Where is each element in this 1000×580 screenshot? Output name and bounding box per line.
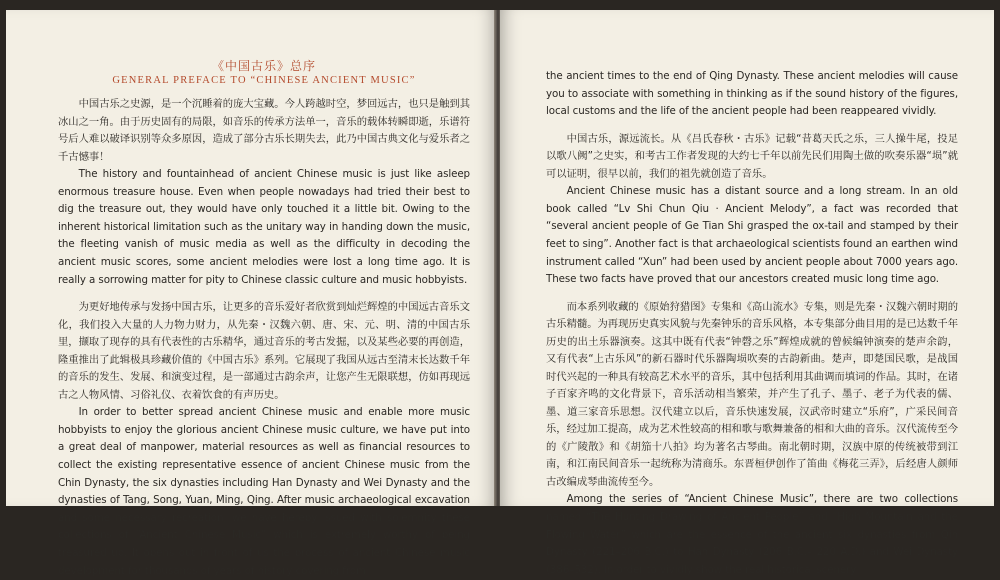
paragraph-2-chinese: 为更好地传承与发扬中国古乐，让更多的音乐爱好者欣赏到灿烂辉煌的中国远古音乐文化，我们投入大量的人力物力财力，从先秦・汉魏六朝、唐、宋、元、明、清的中国古乐里，撷取了现存的具有代表性的古乐精华，通过音乐的考古发掘，以及某些必要的再创造，隆重推出了此辑极具珍藏价值的《中国古乐》系列。它展现了我国从远古至清末长达数千年的音乐的发生、发展、和演变过程，是一部通过古韵余声，让您产生无限联想，仿如再现远古之人物风情、习俗礼仪、衣着饮食的有声历史。 <box>58 301 470 401</box>
paragraph-4-english: Among the series of “Ancient Chinese Music”, there are two collections named “The Hunting Drawing of Ancient People” and “High Mountain and the Flowing Water” which are the essence of the ancient six dynasties from Qin Dynasty (221–206 B.C.) to Han Dynasty (206 B.C.– 220 A.D.) and Wei Dynasty (386–532). In order to vividly show the real historical scenery <box>546 493 958 576</box>
paragraph-3-english: Ancient Chinese music has a distant source and a long stream. In an old book called “Lv Shi Chun Qiu · Ancient Melody”, a fact was recorded that “several ancient people of Ge Tian Shi grasped the ox-tail and stamped by their feet to sing”. Another fact is that archaeological scientists found an earthen wind instrument called “Xun” had been used by ancient people about 7000 years ago. These two facts have proved that our ancestors created music long time ago. <box>546 185 958 286</box>
paragraph-2-english-continued: the ancient times to the end of Qing Dynasty. These ancient melodies will cause you to associate with something in thinking as if the sound history of the figures, local customs and the life of the ancient people had been reappeared vividly. <box>546 70 958 118</box>
left-page <box>6 10 496 577</box>
preface-title-english: GENERAL PREFACE TO “CHINESE ANCIENT MUSIC” <box>112 75 416 86</box>
paragraph-2-english: In order to better spread ancient Chinese music and enable more music hobbyists to enjoy the glorious ancient Chinese music culture, we have put into a great deal of manpower, material resources as well as financial resources to collect the existing representative essence of ancient Chinese music from the Chin Dynasty, the six dynasties including Han Dynasty and Wei Dynasty and the dynasties of Tang, Song, Yuan, Ming, Qing. After music archaeological excavation and some necessary recreation, we have hereby issued with solemnity these collections of “Ancient Chinese Music” which is extremely worthy of being treasured up. It opens out in front of us the process of ancient Chinese music development for thousands of years of history covering from <box>58 406 470 577</box>
paragraph-1-chinese: 中国古乐之史源，是一个沉睡着的庞大宝藏。今人跨越时空，梦回远古，也只是触到其冰山之一角。由于历史固有的局限，如音乐的传承方法单一，音乐的载体转瞬即逝，乐谱符号后人难以破译识别等众多原因，造成了部分古乐长期失去，此乃中国古典文化与爱乐者之千古憾事！ <box>58 98 470 163</box>
paragraph-3-chinese: 中国古乐，源远流长。从《吕氏春秋・古乐》记载“昔葛天氏之乐，三人操牛尾，投足以歌八阙”之史实，和考古工作者发现的大约七千年以前先民们用陶土做的吹奏乐器“埙”就可以证明，很早以前，我们的祖先就创造了音乐。 <box>546 132 958 180</box>
paragraph-4-chinese: 而本系列收藏的《原始狩猎图》专集和《高山流水》专集，则是先秦・汉魏六朝时期的古乐精髓。为再现历史真实风貌与先秦钟乐的音乐风格，本专集部分曲目用的是已达数千年历史的出土乐器演奏。这其中既有代表“钟磬之乐”辉煌成就的曾候编钟演奏的楚声余韵，又有代表“上古乐风”的新石器时代乐器陶埙吹奏的古韵新曲。楚声，即楚国民歌，是战国时代兴起的一种具有较高艺术水平的音乐，其中包括利用其曲调而填词的作品。其时，在诸子百家齐鸣的文化背景下，音乐活动相当繁荣，并产生了孔子、墨子、老子为代表的儒、墨、道三家音乐思想。汉代建立以后，音乐快速发展，汉武帝时建立“乐府”，广采民间音乐，经过加工提高，成为艺术性较高的相和歌与歌舞兼备的相和大曲的音乐。汉代流传至今的《广陵散》和《胡笳十八拍》均为著名古琴曲。南北朝时期，汉族中原的传统被带到江南，和江南民间音乐一起统称为清商乐。东晋桓伊创作了笛曲《梅花三弄》，后经唐人颜师古改编成琴曲流传至今。 <box>546 300 958 488</box>
right-page <box>500 10 994 576</box>
preface-title-chinese: 《中国古乐》总序 <box>211 59 316 73</box>
paragraph-1-english: The history and fountainhead of ancient Chinese music is just like asleep enormous treasure house. Even when people nowadays had tried their best to dig the treasure out, they would have only touched it a little bit. Owing to the inherent historical limitation such as the unitary way in handing down the music, the fleeting vanish of music media as well as the difficulty in decoding the ancient music scores, some ancient melodies were lost a long time ago. It is really a sorrowing matter for pity to Chinese classic culture and music hobbyists. <box>58 168 470 286</box>
